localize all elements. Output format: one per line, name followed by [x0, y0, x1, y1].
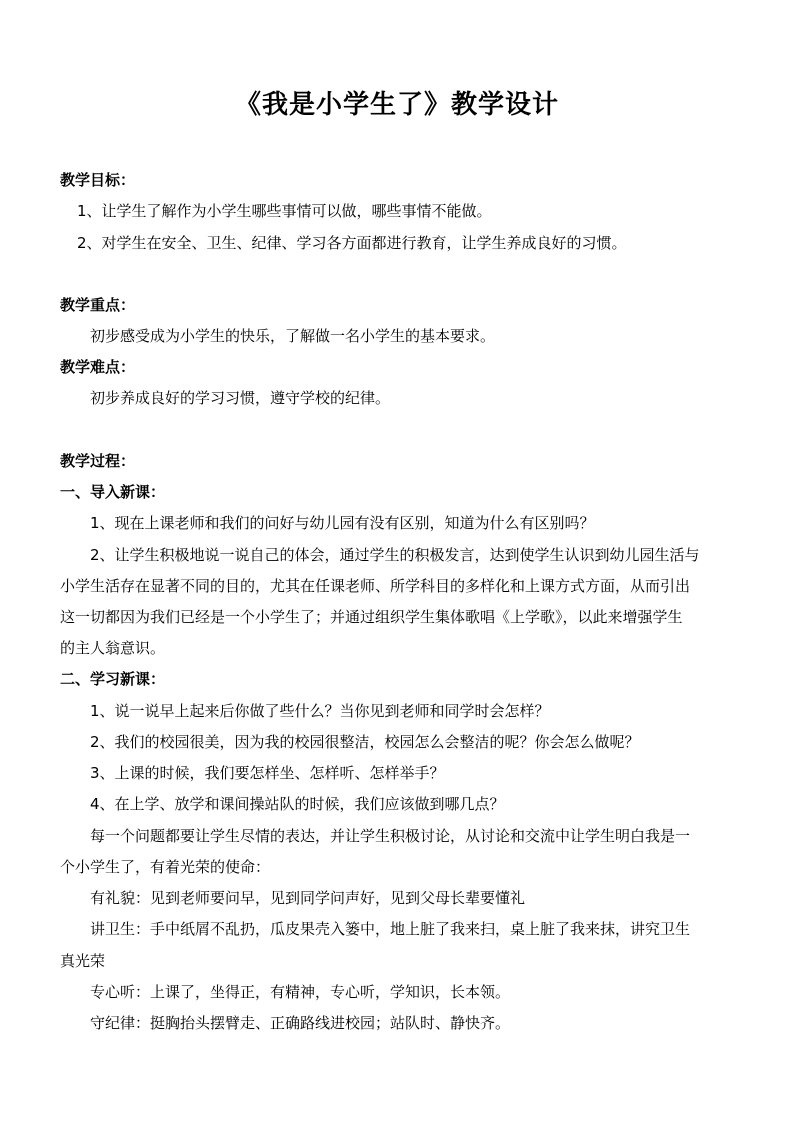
goals-heading: 教学目标： [60, 171, 136, 189]
part1-paragraph-2-line-1: 2、让学生积极地说一说自己的体会，通过学生的积极发言，达到使学生认识到幼儿园生活与 [90, 546, 700, 564]
key-point-text: 初步感受成为小学生的快乐，了解做一名小学生的基本要求。 [90, 327, 496, 345]
part2-summary-line-1: 每一个问题都要让学生尽情的表达，并让学生积极讨论，从讨论和交流中让学生明白我是一 [90, 827, 691, 845]
part2-heading: 二、学习新课： [60, 670, 166, 688]
part1-paragraph-2-line-3: 这一切都因为我们已经是一个小学生了；并通过组织学生集体歌唱《上学歌》，以此来增强学生 [60, 608, 683, 626]
process-heading: 教学过程： [60, 452, 136, 470]
part1-paragraph-1: 1、现在上课老师和我们的问好与幼儿园有没有区别，知道为什么有区别吗？ [90, 514, 595, 532]
part1-paragraph-2-line-2: 小学生活存在显著不同的目的，尤其在任课老师、所学科目的多样化和上课方式方面，从而引出 [60, 577, 691, 595]
part2-question-2: 2、我们的校园很美，因为我的校园很整洁，校园怎么会整洁的呢？你会怎么做呢？ [90, 733, 640, 751]
discipline-rule: 守纪律：挺胸抬头摆臂走、正确路线进校园；站队时、静快齐。 [90, 1014, 511, 1032]
hygiene-rule-line-2: 真光荣 [60, 952, 106, 970]
part2-question-1: 1、说一说早上起来后你做了些什么？当你见到老师和同学时会怎样？ [90, 702, 550, 720]
hygiene-rule-line-1: 讲卫生：手中纸屑不乱扔，瓜皮果壳入篓中，地上脏了我来扫，桌上脏了我来抹，讲究卫生 [90, 920, 691, 938]
part2-summary-line-2: 个小学生了，有着光荣的使命： [60, 858, 271, 876]
difficulty-heading: 教学难点： [60, 358, 136, 376]
part2-question-4: 4、在上学、放学和课间操站队的时候，我们应该做到哪几点？ [90, 795, 505, 813]
courtesy-rule: 有礼貌：见到老师要问早，见到同学问声好，见到父母长辈要懂礼 [90, 889, 526, 907]
part1-heading: 一、导入新课： [60, 483, 166, 501]
key-point-heading: 教学重点： [60, 296, 136, 314]
part2-question-3: 3、上课的时候，我们要怎样坐、怎样听、怎样举手？ [90, 764, 445, 782]
difficulty-text: 初步养成良好的学习习惯，遵守学校的纪律。 [90, 389, 391, 407]
goal-item-2: 2、对学生在安全、卫生、纪律、学习各方面都进行教育，让学生养成良好的习惯。 [77, 234, 627, 252]
part1-paragraph-2-line-4: 的主人翁意识。 [60, 639, 166, 657]
document-title: 《我是小学生了》教学设计 [234, 90, 559, 120]
listen-rule: 专心听：上课了，坐得正，有精神，专心听，学知识，长本领。 [90, 983, 511, 1001]
goal-item-1: 1、让学生了解作为小学生哪些事情可以做，哪些事情不能做。 [77, 202, 492, 220]
